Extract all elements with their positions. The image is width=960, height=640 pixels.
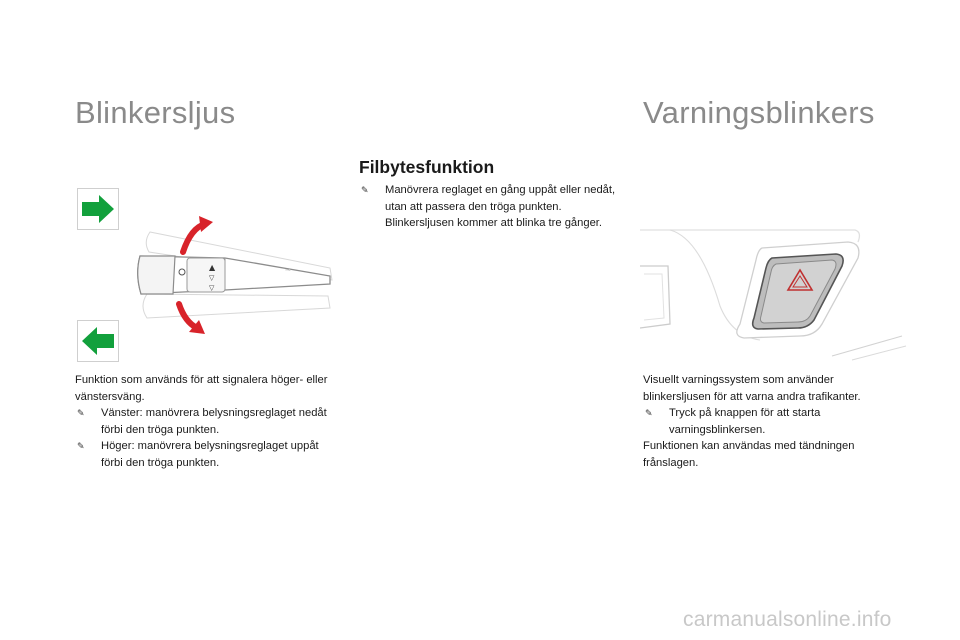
hazard-button-illustration — [640, 228, 910, 363]
left-description — [75, 372, 337, 472]
svg-text:⊸: ⊸ — [285, 266, 291, 274]
arrow-right-box — [77, 188, 119, 230]
bullet-marker-icon: ✎ — [361, 185, 369, 195]
right-description — [643, 372, 895, 472]
section-title-filbytesfunktion: Filbytesfunktion — [359, 157, 495, 177]
svg-text:▲: ▲ — [209, 263, 216, 272]
arrow-right-icon — [78, 189, 118, 229]
arrow-left-icon — [78, 321, 118, 361]
watermark: carmanualsonline.info — [683, 608, 892, 631]
bullet-marker-icon: ✎ — [77, 408, 85, 419]
section-title-blinkersljus: Blinkersljus — [75, 95, 236, 130]
left-bullet-2: ✎ Höger: manövrera belysningsreglaget uppåt förbi den tröga punkten. — [75, 438, 337, 471]
bullet-marker-icon: ✎ — [645, 408, 653, 419]
svg-text:▽: ▽ — [209, 274, 215, 282]
middle-description — [359, 182, 621, 232]
section-title-varningsblinkers: Varningsblinkers — [643, 95, 875, 130]
lighting-stalk-illustration — [125, 210, 340, 340]
bullet-marker-icon: ✎ — [77, 441, 85, 452]
arrow-left-box — [77, 320, 119, 362]
right-intro: Visuellt varningssystem som använder blinkersljusen för att varna andra trafikanter. — [643, 374, 861, 403]
right-bullet-1: ✎ Tryck på knappen för att starta varningsblinkersen. — [643, 405, 895, 438]
right-outro: Funktionen kan användas med tändningen frånslagen. — [643, 440, 855, 469]
left-bullet-1: ✎ Vänster: manövrera belysningsreglaget nedåt förbi den tröga punkten. — [75, 405, 337, 438]
middle-bullet-1: ✎ Manövrera reglaget en gång uppåt eller nedåt, utan att passera den tröga punkten. Blinkersljusen kommer att blinka tre gånger. — [359, 182, 621, 232]
left-intro: Funktion som används för att signalera höger- eller vänstersväng. — [75, 374, 328, 403]
svg-text:▽: ▽ — [209, 284, 215, 292]
